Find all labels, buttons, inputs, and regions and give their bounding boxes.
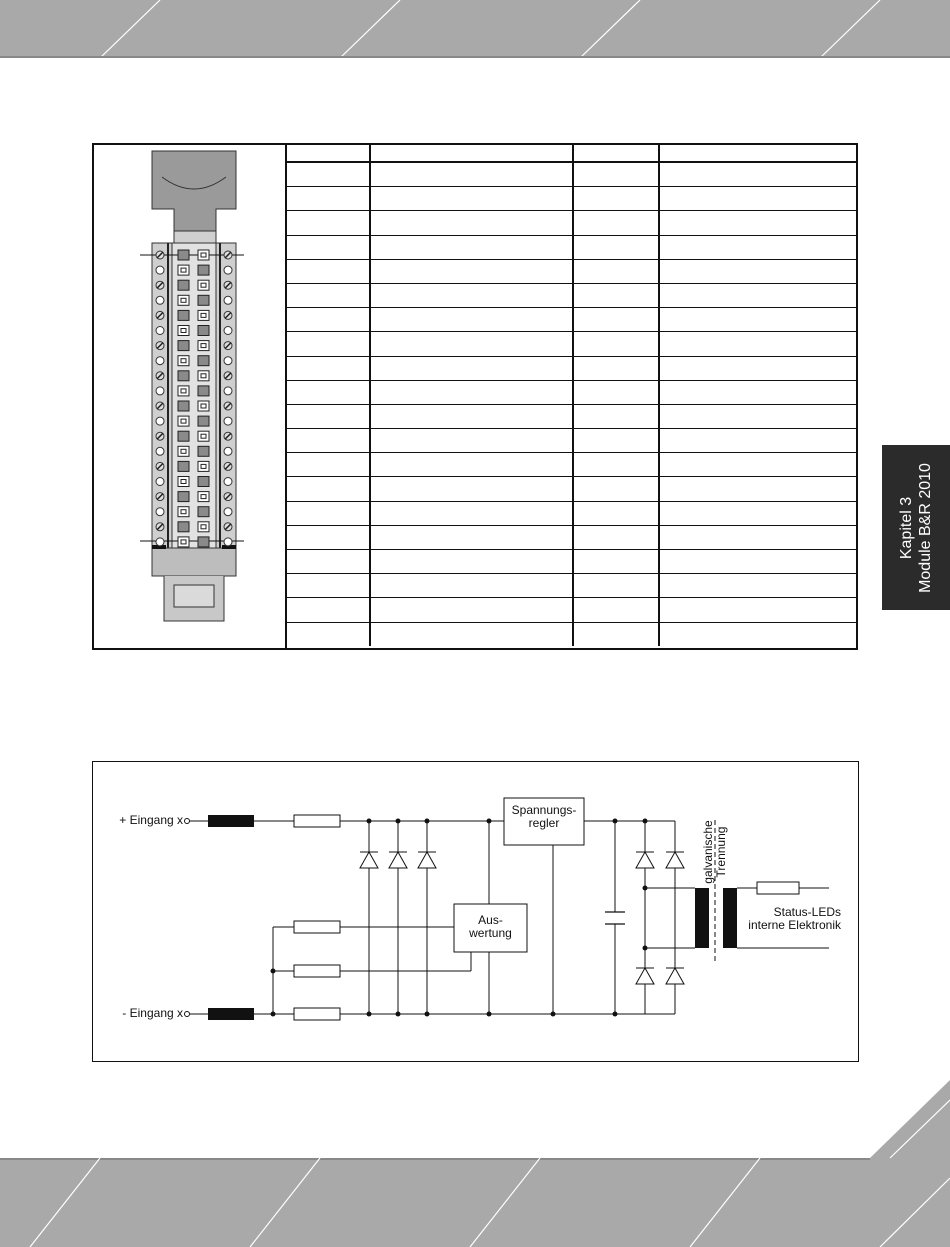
top-band-stripes xyxy=(0,0,950,58)
pin-table-row xyxy=(287,211,856,235)
pin-table-cell xyxy=(573,477,659,501)
pin-table-cell xyxy=(370,477,573,501)
pin-table-row xyxy=(287,380,856,404)
contact-square xyxy=(198,371,209,381)
pin-table-cell xyxy=(370,404,573,428)
pin-table-row xyxy=(287,550,856,574)
contact-square xyxy=(198,522,209,532)
contact-square xyxy=(178,295,189,305)
evaluation-label: Aus- wertung xyxy=(469,913,512,940)
pin-table-cell xyxy=(287,453,370,477)
pin-table-cell xyxy=(287,429,370,453)
contact-square xyxy=(198,280,209,290)
pin-table-cell xyxy=(287,501,370,525)
pin-table-cell xyxy=(573,404,659,428)
diode-bridge-2 xyxy=(666,852,684,868)
pin-table-cell xyxy=(573,259,659,283)
pin-table-row xyxy=(287,429,856,453)
contact-square xyxy=(198,477,209,487)
pin-table-cell xyxy=(659,404,856,428)
pin-table-cell xyxy=(659,429,856,453)
pin-table-cell xyxy=(287,211,370,235)
pin-table-cell xyxy=(370,187,573,211)
pin-table-cell xyxy=(370,550,573,574)
pin-table-cell xyxy=(370,356,573,380)
pin-table-row xyxy=(287,235,856,259)
terminal-hole xyxy=(224,417,232,425)
voltage-regulator-label: Spannungs- regler xyxy=(511,803,577,830)
contact-square xyxy=(198,265,209,275)
pin-table-cell xyxy=(370,380,573,404)
diode-bridge-1 xyxy=(636,852,654,868)
contact-square xyxy=(178,537,189,547)
header-cell-assign-left xyxy=(370,145,573,162)
contact-square xyxy=(198,507,209,517)
terminal-hole xyxy=(224,447,232,455)
contact-square xyxy=(178,416,189,426)
contact-square xyxy=(198,341,209,351)
header-cell-pin-left xyxy=(287,145,370,162)
resistor-top xyxy=(294,815,340,827)
terminal-hole xyxy=(156,296,164,304)
terminal-hole xyxy=(156,538,164,546)
contact-square xyxy=(178,280,189,290)
pin-table-row xyxy=(287,308,856,332)
pin-table-row xyxy=(287,501,856,525)
diode-3 xyxy=(418,852,436,868)
pin-table-row xyxy=(287,453,856,477)
diode-2 xyxy=(389,852,407,868)
pin-table-row xyxy=(287,598,856,622)
pin-table-cell xyxy=(287,283,370,307)
pin-table-cell xyxy=(573,332,659,356)
contact-square xyxy=(178,265,189,275)
terminal-hole xyxy=(224,266,232,274)
terminal-hole xyxy=(224,387,232,395)
pin-table-cell xyxy=(659,477,856,501)
terminal-hole xyxy=(224,357,232,365)
contact-square xyxy=(198,492,209,502)
input-minus-label: - Eingang x xyxy=(122,1006,183,1020)
contact-square xyxy=(178,477,189,487)
schematic-box xyxy=(92,761,859,1062)
pin-table-cell xyxy=(659,501,856,525)
diode-bridge-4 xyxy=(666,968,684,984)
pin-table-row xyxy=(287,525,856,549)
pin-table-cell xyxy=(573,356,659,380)
isolation-label: galvanische Trennung xyxy=(701,820,728,884)
pin-table-cell xyxy=(370,525,573,549)
pin-table-row xyxy=(287,574,856,598)
pin-assignment-box xyxy=(92,143,858,650)
contact-square xyxy=(198,250,209,260)
chapter-tab-text xyxy=(897,463,935,593)
pin-table-cell xyxy=(573,308,659,332)
contact-square xyxy=(198,446,209,456)
chapter-label: Kapitel 3 xyxy=(898,496,915,559)
pin-table-row xyxy=(287,332,856,356)
resistor-mid-1 xyxy=(294,921,340,933)
pin-table-cell xyxy=(370,211,573,235)
bottom-band-stripes xyxy=(0,1158,950,1247)
pin-table-cell xyxy=(573,622,659,646)
pin-table-cell xyxy=(370,259,573,283)
pin-table-cell xyxy=(573,598,659,622)
pin-table-cell xyxy=(573,162,659,187)
pin-table-cell xyxy=(370,162,573,187)
pin-table-cell xyxy=(370,622,573,646)
terminal-hole xyxy=(224,327,232,335)
contact-square xyxy=(198,401,209,411)
pin-table-cell xyxy=(659,574,856,598)
pin-table-row xyxy=(287,622,856,646)
header-cell-pin-right xyxy=(573,145,659,162)
internal-electronics-label: interne Elektronik xyxy=(748,918,841,932)
pin-table-cell xyxy=(287,525,370,549)
pin-table-header xyxy=(287,145,856,162)
pin-table-cell xyxy=(573,501,659,525)
contact-square xyxy=(178,326,189,336)
pin-table-row xyxy=(287,187,856,211)
terminal-block-svg xyxy=(94,145,285,648)
pin-table-cell xyxy=(370,598,573,622)
pin-table-cell xyxy=(287,477,370,501)
resistor-output xyxy=(757,882,799,894)
pin-table-cell xyxy=(573,550,659,574)
pin-table-cell xyxy=(659,235,856,259)
pin-table-row xyxy=(287,477,856,501)
module-label: Module B&R 2010 xyxy=(917,462,934,593)
pin-table-body xyxy=(287,162,856,646)
pin-table-cell xyxy=(659,187,856,211)
pin-table-cell xyxy=(659,598,856,622)
status-leds-label: Status-LEDs xyxy=(773,905,841,919)
pin-table-cell xyxy=(370,332,573,356)
pin-table-cell xyxy=(287,235,370,259)
pin-table-cell xyxy=(573,187,659,211)
contact-square xyxy=(198,537,209,547)
pin-table-cell xyxy=(659,259,856,283)
minus-terminal xyxy=(185,1012,190,1017)
fuse-minus xyxy=(208,1008,254,1020)
pin-table-cell xyxy=(659,356,856,380)
pin-table-cell xyxy=(659,525,856,549)
bottom-decorative-band xyxy=(0,1158,950,1247)
pin-table-row xyxy=(287,162,856,187)
pin-table-cell xyxy=(287,162,370,187)
contact-square xyxy=(198,416,209,426)
plus-terminal xyxy=(185,819,190,824)
contact-square xyxy=(198,356,209,366)
pin-table-row xyxy=(287,356,856,380)
pin-table xyxy=(287,145,856,646)
pin-table-cell xyxy=(287,550,370,574)
terminal-block-drawing xyxy=(94,145,287,648)
resistor-mid-2 xyxy=(294,965,340,977)
pin-table-cell xyxy=(370,453,573,477)
pin-table-cell xyxy=(573,380,659,404)
terminal-hole xyxy=(224,478,232,486)
pin-table-row xyxy=(287,404,856,428)
top-decorative-band xyxy=(0,0,950,58)
diode-1 xyxy=(360,852,378,868)
contact-square xyxy=(198,326,209,336)
contact-square xyxy=(178,492,189,502)
pin-table-cell xyxy=(370,235,573,259)
pin-table-cell xyxy=(659,380,856,404)
pin-table-cell xyxy=(287,259,370,283)
transformer-secondary xyxy=(723,888,737,948)
pin-table-cell xyxy=(573,525,659,549)
pin-table-cell xyxy=(287,356,370,380)
terminal-hole xyxy=(156,266,164,274)
contact-square xyxy=(178,446,189,456)
transformer-primary xyxy=(695,888,709,948)
terminal-hole xyxy=(224,538,232,546)
pin-table-cell xyxy=(287,622,370,646)
contact-square xyxy=(178,431,189,441)
pin-table-cell xyxy=(370,574,573,598)
pin-table-cell xyxy=(287,332,370,356)
input-plus-label: + Eingang x xyxy=(119,813,183,827)
terminal-hole xyxy=(156,478,164,486)
pin-table-cell xyxy=(659,162,856,187)
contact-square xyxy=(178,310,189,320)
pin-table-cell xyxy=(370,429,573,453)
contact-square xyxy=(178,522,189,532)
header-cell-assign-right xyxy=(659,145,856,162)
terminal-hole xyxy=(224,508,232,516)
pin-table-cell xyxy=(370,283,573,307)
terminal-hole xyxy=(156,357,164,365)
pin-table-cell xyxy=(659,308,856,332)
resistor-bottom xyxy=(294,1008,340,1020)
pin-table-cell xyxy=(573,429,659,453)
pin-table-cell xyxy=(659,332,856,356)
pin-table-cell xyxy=(573,453,659,477)
terminal-hole xyxy=(156,508,164,516)
fuse-plus xyxy=(208,815,254,827)
pin-table-cell xyxy=(287,598,370,622)
contact-square xyxy=(198,461,209,471)
pin-table-row xyxy=(287,259,856,283)
pin-table-cell xyxy=(659,550,856,574)
page-corner-fold xyxy=(870,1080,950,1160)
contact-square xyxy=(198,295,209,305)
contact-square xyxy=(178,507,189,517)
pin-table-cell xyxy=(287,574,370,598)
pin-table-cell xyxy=(370,501,573,525)
pin-table-cell xyxy=(370,308,573,332)
pin-table-cell xyxy=(287,187,370,211)
pin-table-cell xyxy=(659,283,856,307)
contact-square xyxy=(178,461,189,471)
chapter-tab xyxy=(882,445,950,610)
pin-table-cell xyxy=(659,622,856,646)
pin-table-cell xyxy=(573,283,659,307)
pin-table-cell xyxy=(573,211,659,235)
terminal-hole xyxy=(156,327,164,335)
diode-bridge-3 xyxy=(636,968,654,984)
terminal-hole xyxy=(156,387,164,395)
terminal-hole xyxy=(156,417,164,425)
pin-table-cell xyxy=(287,404,370,428)
contact-square xyxy=(178,356,189,366)
pin-table-cell xyxy=(573,235,659,259)
contact-square xyxy=(178,386,189,396)
contact-square xyxy=(178,401,189,411)
terminal-hole xyxy=(156,447,164,455)
terminal-hole xyxy=(224,296,232,304)
pin-table-cell xyxy=(659,453,856,477)
contact-square xyxy=(178,371,189,381)
contact-square xyxy=(198,386,209,396)
contact-square xyxy=(178,341,189,351)
contact-square xyxy=(178,250,189,260)
contact-square xyxy=(198,310,209,320)
pin-table-cell xyxy=(573,574,659,598)
pin-table-cell xyxy=(287,380,370,404)
pin-table-cell xyxy=(287,308,370,332)
pin-table-cell xyxy=(659,211,856,235)
pin-table-row xyxy=(287,283,856,307)
contact-square xyxy=(198,431,209,441)
